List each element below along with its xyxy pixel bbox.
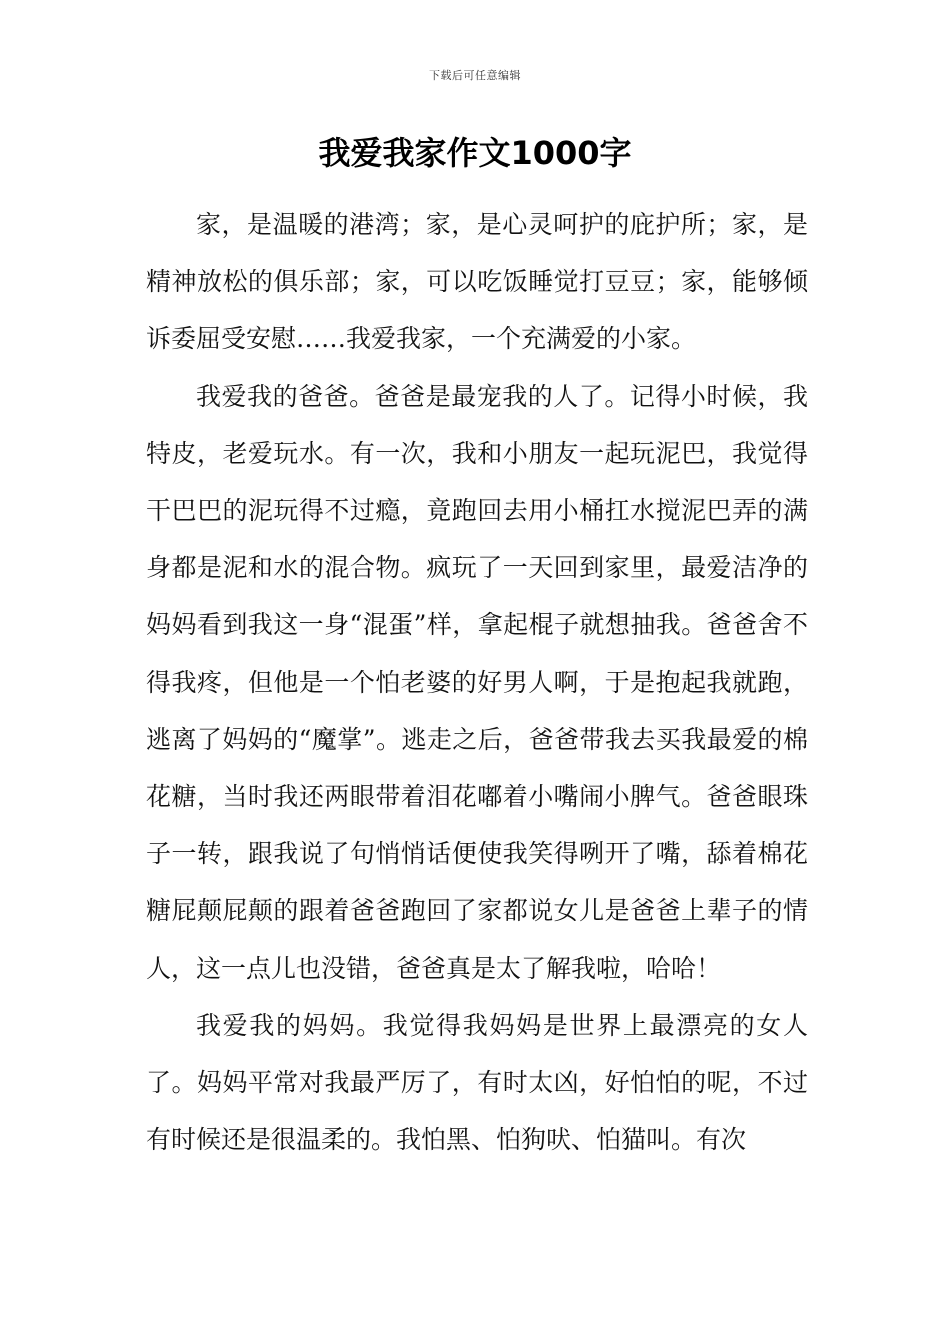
- paragraph-intro: 家，是温暖的港湾；家，是心灵呵护的庇护所；家，是精神放松的俱乐部；家，可以吃饭睡觉打豆豆；家，能够倾诉委屈受安慰……我爱我家，一个充满爱的小家。: [146, 210, 808, 354]
- paragraph-father: 我爱我的爸爸。爸爸是最宠我的人了。记得小时候，我特皮，老爱玩水。有一次，我和小朋友一起玩泥巴，我觉得干巴巴的泥玩得不过瘾，竟跑回去用小桶扛水搅泥巴弄的满身都是泥和水的混合物。疯玩了一天回到家里，最爱洁净的妈妈看到我这一身“混蛋”样，拿起棍子就想抽我。爸爸舍不得我疼，但他是一个怕老婆的好男人啊，于是抱起我就跑，逃离了妈妈的“魔掌”。逃走之后，爸爸带我去买我最爱的棉花糖，当时我还两眼带着泪花嘟着小嘴闹小脾气。爸爸眼珠子一转，跟我说了句悄悄话便使我笑得咧开了嘴，舔着棉花糖屁颠屁颠的跟着爸爸跑回了家都说女儿是爸爸上辈子的情人，这一点儿也没错，爸爸真是太了解我啦，哈哈！: [146, 381, 808, 983]
- document-body: [146, 196, 808, 1168]
- document-title: 我爱我家作文1000字: [318, 134, 632, 172]
- header-note: 下载后可任意编辑: [429, 69, 521, 82]
- paragraph-mother: 我爱我的妈妈。我觉得我妈妈是世界上最漂亮的女人了。妈妈平常对我最严厉了，有时太凶，好怕怕的呢，不过有时候还是很温柔的。我怕黑、怕狗吠、怕猫叫。有次: [146, 1010, 808, 1155]
